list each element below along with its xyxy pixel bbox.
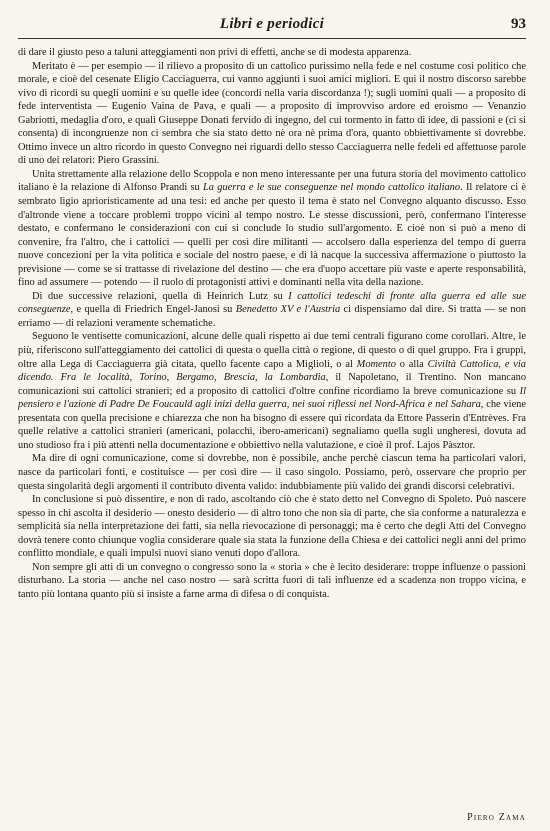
paragraph (18, 452, 526, 493)
article-body (18, 46, 526, 601)
italic-title: Torino (139, 372, 167, 384)
text-run: , (498, 358, 505, 370)
italic-title: Benedetto XV e l'Austria (235, 304, 341, 316)
italic-title: I cattolici tedeschi di fronte alla guerra ed alle sue conseguenze (18, 290, 526, 316)
text-run: Seguono le ventisette comunicazioni, alcune delle quali rispetto ai due temi centrali figurano come corollari. Altre, le più, riferiscono sull'atteggiamento dei cattolici di questa o quella città o regione, di questo o di quel gruppo. Fra i gruppi, oltre alla Lega di Cacciaguerra già citata, quello facente capo a Miglioli, o al (18, 331, 526, 370)
italic-title: La guerra e le sue conseguenze nel mondo cattolico italiano (203, 182, 461, 194)
italic-title: Bergamo (176, 372, 214, 384)
text-run: di dare il giusto peso a taluni atteggiamenti non privi di effetti, anche se di modesta apparenza. (18, 47, 412, 58)
text-run: Meritato è — per esempio — il rilievo a proposito di un cattolico purissimo nella fede e nel costume così politico che morale, e cioè del cesenate Eligio Cacciaguerra, cui vanno aggiunti i suoi amici migliori. E qui il nostro discorso sarebbe vivo di ricordi su quegli uomini e su quelle idee (concordi nella varia discordanza !); sugli uomini quali — a proposito di fede interventista — Eugenio Vaina de Pava, e quali — a proposito di improvviso ardore ed eroismo — Venanzio Gabriotti, medaglia d'oro, e quali Giuseppe Donati fervido di ingegno, del cui tormento in fatto di idee, di passioni e (ci si consenta) di incongruenze non ci sembra che sia stato detto nè ora nè prima d'ora, quanto obbiettivamente si dovrebbe. Ottimo invece un altro ricordo in questo Convegno nei riguardi dello stesso Cacciaguerra nelle fedeli ed affettuose parole di uno dei relatori: Piero Grassini. (18, 60, 526, 167)
paragraph (18, 46, 526, 60)
page-number: 93 (511, 16, 526, 32)
text-run: Non sempre gli atti di un convegno o congresso sono la « storia » che è lecito desiderare: troppe influenze o passioni disturbano. La storia — anche nel caso nostro — sarà scritta fuori di tali influenze ed a scadenza non troppo vicina, e tanto più lontana quanto più si insiste a farne arma di difesa o di conquista. (18, 561, 526, 600)
text-run: Unita strettamente alla relazione dello Scoppola e non meno interessante per una futura storia del movimento cattolico italiano è la relazione di Alfonso Prandi su (18, 168, 526, 194)
text-run: . Il relatore ci è sembrato ligio aprioristicamente ad una tesi: ed anche per questo il tema è stato nel Convegno alquanto discusso. Esso d'altronde viene a toccare problemi troppo vicini al tempo nostro. Le stesse discussioni, però, confermano l'interesse destato, e confermano le considerazioni con cui si conclude lo studio sull'argomento. E cioè non si può a meno di convenire, fra l'altro, che i cattolici — quelli per così dire militanti — accolsero dalla esperienza del tempo di guerra nuove concezioni per la vita politica e sociale del nostro paese, e di là nacque la successiva affermazione o piuttosto la previsione — come se si trattasse di rivelazione del destino — che era d'uopo accettare più vaste e aperte responsabilità, fino ad assumere — potendo — il ruolo di protagonisti attivi e dominanti nella vita della nazione. (18, 182, 527, 289)
text-run: , (255, 372, 265, 384)
italic-title: Civiltà Cattolica (427, 358, 499, 370)
italic-title: e via dicendo. Fra le località (18, 358, 526, 384)
text-run: In conclusione si può dissentire, e non di rado, ascoltando ciò che è stato detto nel Convegno di Spoleto. Può nascere spesso in chi ascolta il desiderio — onesto desiderio — di altro tono che non sia di parte, che sia conforme a naturalezza e semplicità sia nella interpretazione dei fatti, sia nella rievocazione di personaggi; ma è certo che degli Atti del Convegno dovrà tenere conto chiunque voglia considerare quale sia stata la funzione della Chiesa e dei cattolici negli anni del primo conflitto mondiale, e quali impulsi nuovi siano venuti dopo d'allora. (18, 494, 526, 560)
text-run: , (166, 372, 177, 384)
italic-title: Momento (356, 358, 396, 370)
italic-title: Il pensiero e l'azione di Padre De Foucauld agli inizi della guerra, nei suoi riflessi nel Nord-Africa e nel Sahara (18, 385, 526, 411)
text-run: Di due successive relazioni, quella di Heinrich Lutz su (32, 290, 289, 302)
paragraph (18, 290, 526, 331)
italic-title: la Lombardia (264, 372, 326, 384)
text-run: , il Napoletano, il Trentino. Non mancano comunicazioni sui cattolici stranieri; ed a proposito di cattolici d'oltre confine ricordiamo la breve comunicazione su (18, 372, 527, 397)
italic-title: Brescia (223, 372, 256, 384)
running-head (18, 10, 526, 34)
running-title: Libri e periodici (219, 16, 325, 32)
text-run: , (214, 372, 224, 384)
header-rule (18, 38, 526, 39)
text-run: ci dispensiamo dal dire. Si tratta — se non erriamo — di relazioni veramente schematiche. (18, 304, 526, 329)
paragraph (18, 561, 526, 602)
paragraph (18, 168, 526, 290)
paragraph (18, 493, 526, 561)
text-run: , che viene presentata con quella precisione e chiarezza che non ha bisogno di essere qui ricordata da Ettore Passerin d'Entrèves. Fra quelle relative a cattolici stranieri (americani, polacchi, ibero-americani) segnaliamo quella sugli ungheresi, dovuta ad uno studioso fra i più attenti nella documentazione e obbiettivo nella valutazione, e cioè il prof. Lajos Pàsztor. (18, 399, 526, 451)
text-run: , (129, 372, 140, 384)
text-run: o alla (395, 358, 428, 370)
text-run: Ma dire di ogni comunicazione, come si dovrebbe, non è possibile, anche perchè ciascun tema ha particolari valori, nasce da particolari fonti, e costituisce — per così dire — il caso singolo. Possiamo, però, osservare che proprio per questa singolarità degli argomenti il contributo diventa valido: indubbiamente più valido dei grandi discorsi celebrativi. (18, 453, 526, 492)
text-run: , e quella di Friedrich Engel-Janosi su (70, 304, 236, 316)
paragraph (18, 60, 526, 168)
author-signature: Piero Zama (467, 812, 526, 823)
paragraph (18, 330, 526, 452)
